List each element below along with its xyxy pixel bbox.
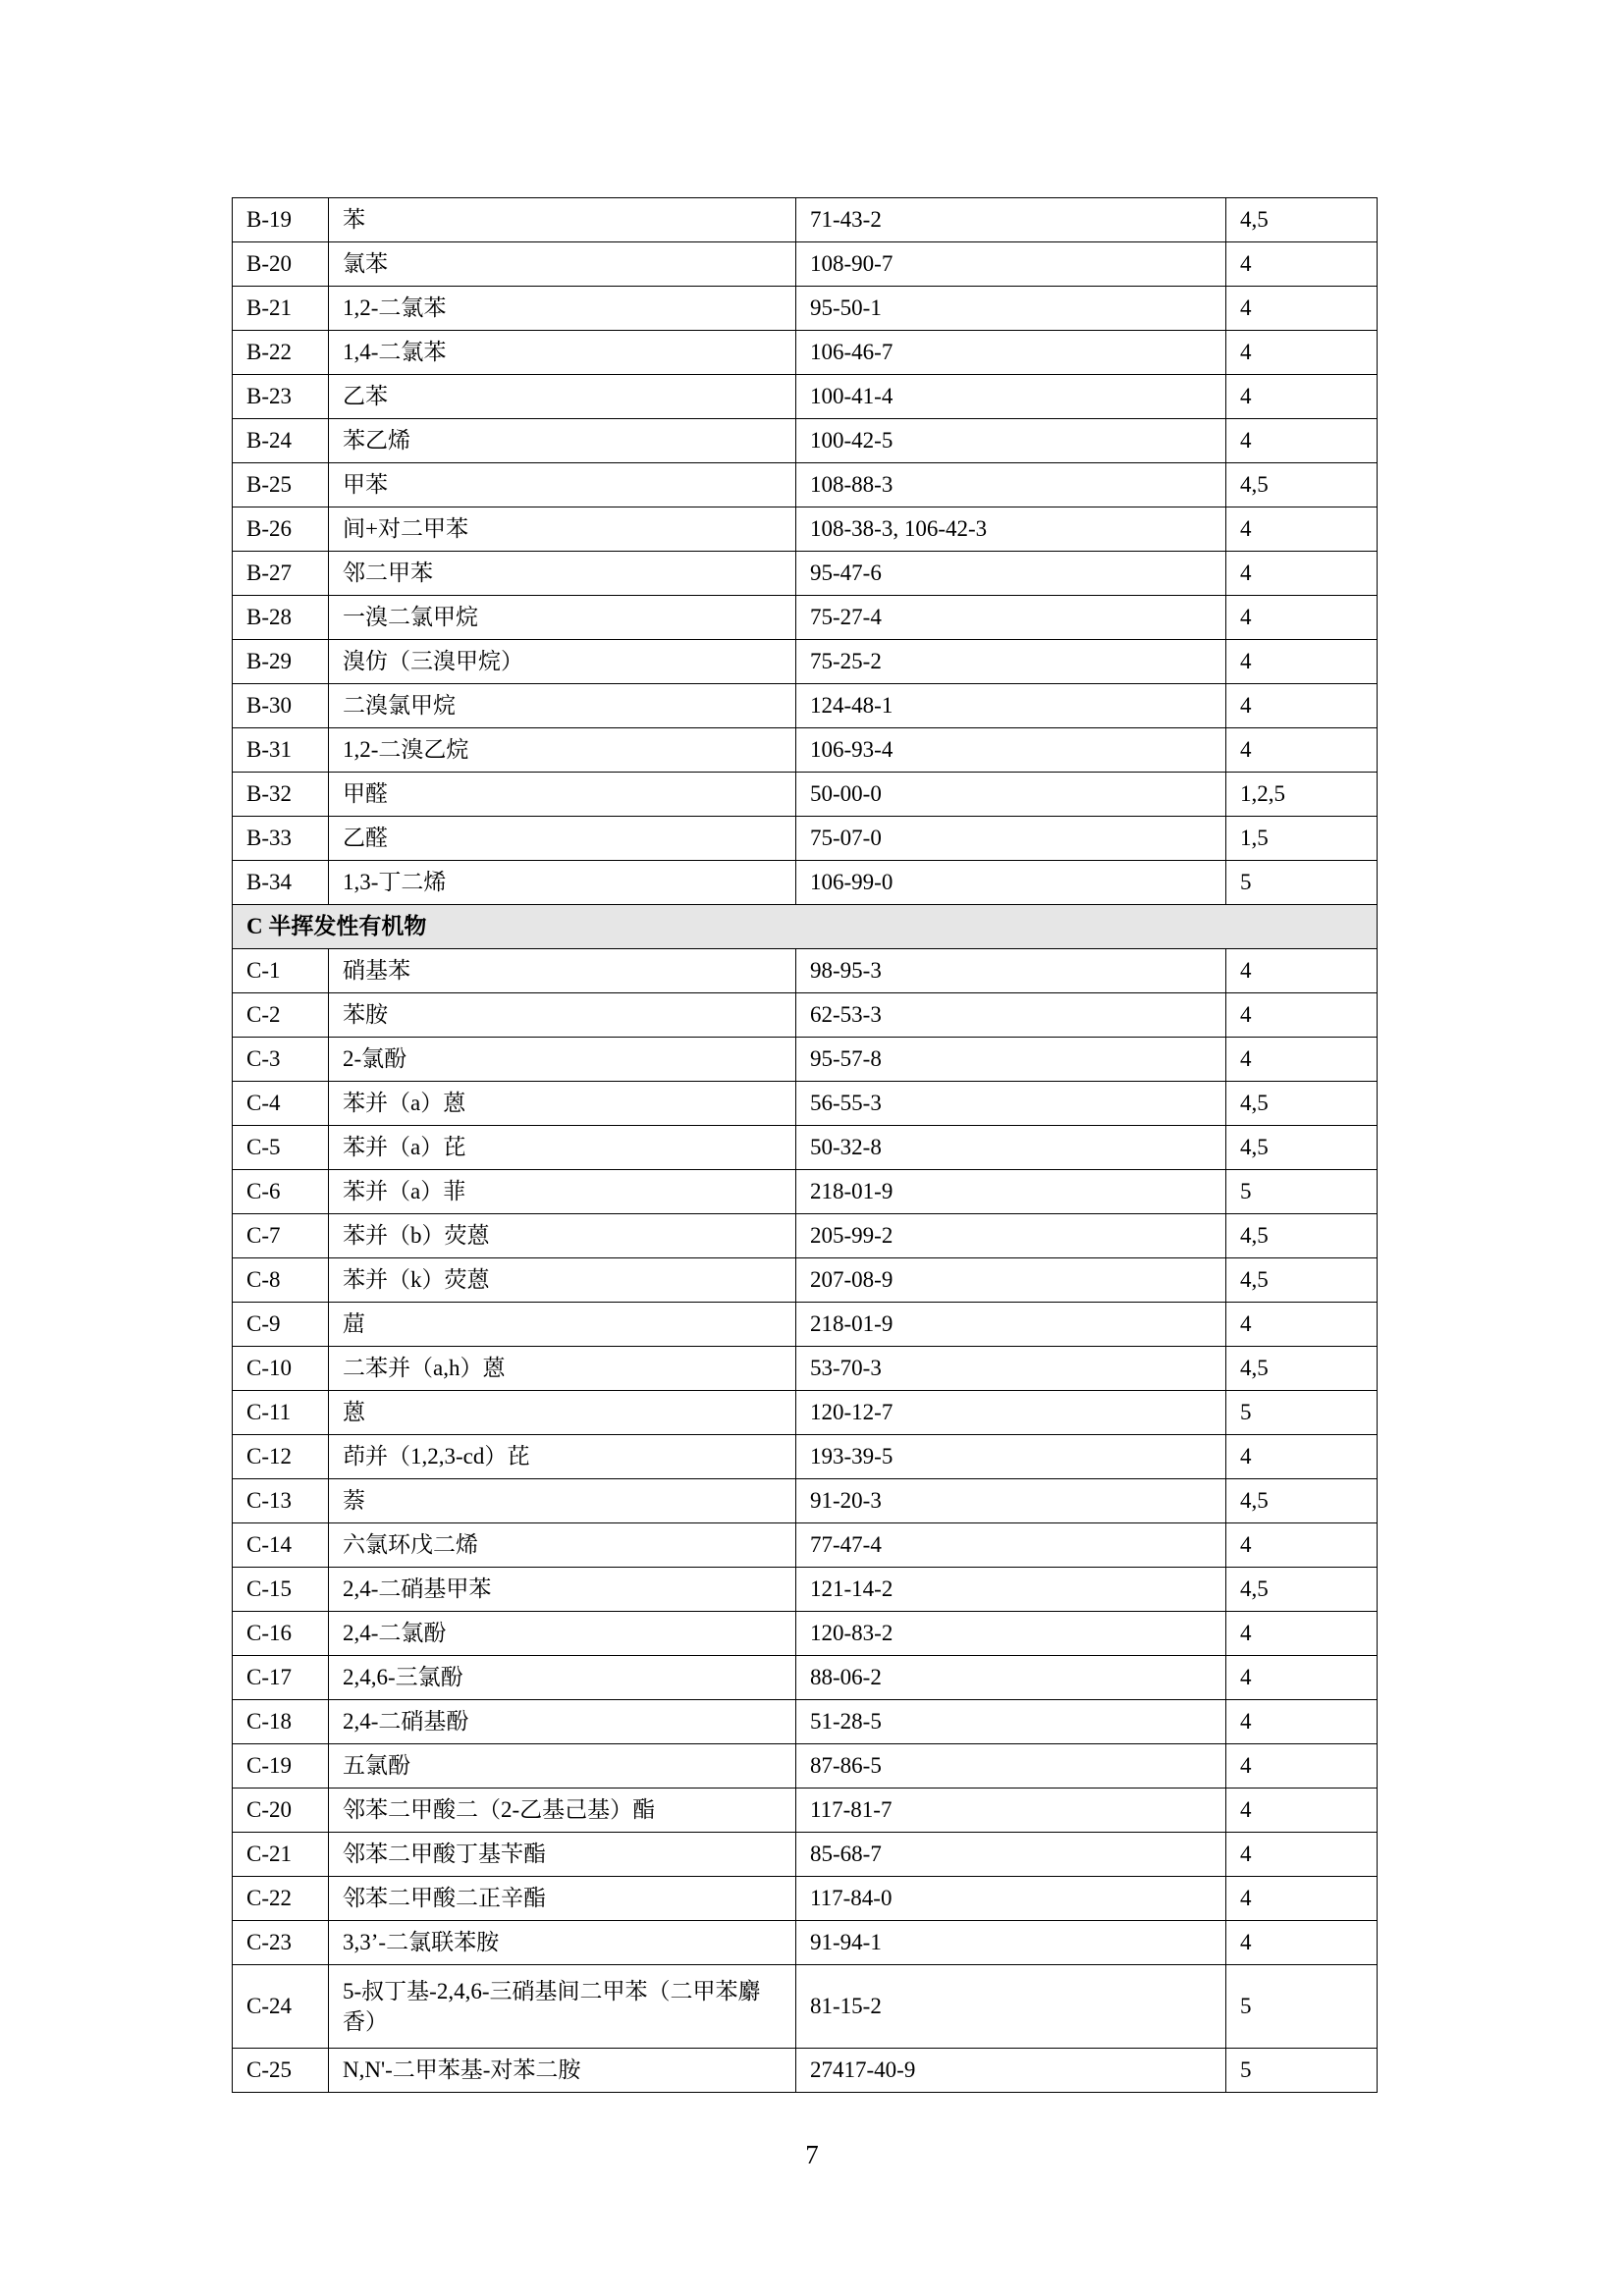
- cell-cas-number: 100-42-5: [796, 419, 1226, 463]
- cell-id: C-2: [233, 993, 329, 1038]
- cell-cas-number: 95-47-6: [796, 552, 1226, 596]
- table-row: [233, 1038, 1378, 1082]
- cell-note: 5: [1226, 1965, 1378, 2049]
- cell-id: C-24: [233, 1965, 329, 2049]
- cell-note: 4: [1226, 1700, 1378, 1744]
- cell-name: 苯并（a）蒽: [329, 1082, 796, 1126]
- cell-cas-number: 124-48-1: [796, 684, 1226, 728]
- table-row: [233, 1612, 1378, 1656]
- cell-name: 䓛: [329, 1303, 796, 1347]
- table-row: [233, 1700, 1378, 1744]
- cell-cas-number: 117-81-7: [796, 1789, 1226, 1833]
- cell-note: 1,2,5: [1226, 773, 1378, 817]
- cell-id: C-8: [233, 1258, 329, 1303]
- cell-name: N,N'-二甲苯基-对苯二胺: [329, 2049, 796, 2093]
- cell-note: 4: [1226, 419, 1378, 463]
- substance-table: [232, 197, 1378, 2093]
- table-row: [233, 1523, 1378, 1568]
- cell-cas-number: 88-06-2: [796, 1656, 1226, 1700]
- cell-cas-number: 205-99-2: [796, 1214, 1226, 1258]
- cell-name: 甲苯: [329, 463, 796, 507]
- cell-note: 1,5: [1226, 817, 1378, 861]
- cell-cas-number: 50-00-0: [796, 773, 1226, 817]
- table-row: [233, 463, 1378, 507]
- cell-cas-number: 87-86-5: [796, 1744, 1226, 1789]
- table-row: [233, 1744, 1378, 1789]
- cell-name: 苯胺: [329, 993, 796, 1038]
- cell-id: C-14: [233, 1523, 329, 1568]
- cell-name: 邻苯二甲酸二（2-乙基己基）酯: [329, 1789, 796, 1833]
- cell-cas-number: 108-88-3: [796, 463, 1226, 507]
- cell-id: C-6: [233, 1170, 329, 1214]
- cell-note: 4: [1226, 1038, 1378, 1082]
- table-row: [233, 728, 1378, 773]
- cell-note: 4,5: [1226, 1126, 1378, 1170]
- cell-name: 1,2-二氯苯: [329, 287, 796, 331]
- cell-id: C-7: [233, 1214, 329, 1258]
- cell-id: C-17: [233, 1656, 329, 1700]
- cell-note: 4: [1226, 1877, 1378, 1921]
- cell-note: 4: [1226, 640, 1378, 684]
- cell-cas-number: 120-12-7: [796, 1391, 1226, 1435]
- cell-note: 4: [1226, 596, 1378, 640]
- cell-id: C-21: [233, 1833, 329, 1877]
- substance-table-body: [233, 198, 1378, 2093]
- table-row: [233, 773, 1378, 817]
- cell-cas-number: 62-53-3: [796, 993, 1226, 1038]
- table-row: [233, 993, 1378, 1038]
- cell-name: 苯乙烯: [329, 419, 796, 463]
- cell-id: B-32: [233, 773, 329, 817]
- cell-id: C-20: [233, 1789, 329, 1833]
- cell-cas-number: 98-95-3: [796, 949, 1226, 993]
- cell-note: 4,5: [1226, 1568, 1378, 1612]
- cell-name: 茚并（1,2,3-cd）芘: [329, 1435, 796, 1479]
- cell-note: 4: [1226, 1744, 1378, 1789]
- cell-cas-number: 56-55-3: [796, 1082, 1226, 1126]
- cell-note: 4: [1226, 287, 1378, 331]
- cell-id: C-11: [233, 1391, 329, 1435]
- table-row: [233, 1258, 1378, 1303]
- cell-cas-number: 218-01-9: [796, 1303, 1226, 1347]
- cell-note: 5: [1226, 1391, 1378, 1435]
- cell-id: C-15: [233, 1568, 329, 1612]
- cell-id: C-23: [233, 1921, 329, 1965]
- cell-id: B-33: [233, 817, 329, 861]
- cell-name: 苯并（k）荧蒽: [329, 1258, 796, 1303]
- cell-id: C-10: [233, 1347, 329, 1391]
- table-row: [233, 1656, 1378, 1700]
- cell-note: 4: [1226, 1789, 1378, 1833]
- cell-id: C-18: [233, 1700, 329, 1744]
- cell-id: B-26: [233, 507, 329, 552]
- table-row: [233, 596, 1378, 640]
- cell-note: 4: [1226, 1921, 1378, 1965]
- table-row: [233, 1965, 1378, 2049]
- section-header-c: C 半挥发性有机物: [233, 905, 1378, 949]
- cell-cas-number: 120-83-2: [796, 1612, 1226, 1656]
- table-row: [233, 1347, 1378, 1391]
- cell-cas-number: 106-93-4: [796, 728, 1226, 773]
- cell-name: 一溴二氯甲烷: [329, 596, 796, 640]
- cell-note: 4,5: [1226, 1258, 1378, 1303]
- cell-note: 4: [1226, 1435, 1378, 1479]
- section-header-row: [233, 905, 1378, 949]
- cell-note: 4: [1226, 552, 1378, 596]
- cell-name: 2,4,6-三氯酚: [329, 1656, 796, 1700]
- cell-name: 六氯环戊二烯: [329, 1523, 796, 1568]
- table-row: [233, 552, 1378, 596]
- table-row: [233, 1214, 1378, 1258]
- table-row: [233, 1833, 1378, 1877]
- cell-cas-number: 51-28-5: [796, 1700, 1226, 1744]
- cell-cas-number: 108-38-3, 106-42-3: [796, 507, 1226, 552]
- cell-id: B-25: [233, 463, 329, 507]
- cell-cas-number: 121-14-2: [796, 1568, 1226, 1612]
- cell-id: B-23: [233, 375, 329, 419]
- cell-id: B-19: [233, 198, 329, 242]
- table-row: [233, 1170, 1378, 1214]
- cell-name: 溴仿（三溴甲烷）: [329, 640, 796, 684]
- cell-name: 邻二甲苯: [329, 552, 796, 596]
- cell-name: 硝基苯: [329, 949, 796, 993]
- cell-note: 4: [1226, 684, 1378, 728]
- cell-cas-number: 95-50-1: [796, 287, 1226, 331]
- cell-name: 2-氯酚: [329, 1038, 796, 1082]
- cell-id: C-5: [233, 1126, 329, 1170]
- cell-cas-number: 117-84-0: [796, 1877, 1226, 1921]
- cell-name: 二苯并（a,h）蒽: [329, 1347, 796, 1391]
- table-row: [233, 287, 1378, 331]
- cell-cas-number: 91-94-1: [796, 1921, 1226, 1965]
- table-row: [233, 242, 1378, 287]
- cell-name: 1,2-二溴乙烷: [329, 728, 796, 773]
- cell-cas-number: 193-39-5: [796, 1435, 1226, 1479]
- cell-note: 4,5: [1226, 198, 1378, 242]
- table-row: [233, 1921, 1378, 1965]
- cell-note: 5: [1226, 2049, 1378, 2093]
- cell-name: 邻苯二甲酸丁基苄酯: [329, 1833, 796, 1877]
- cell-cas-number: 75-07-0: [796, 817, 1226, 861]
- cell-note: 4,5: [1226, 1347, 1378, 1391]
- table-row: [233, 331, 1378, 375]
- cell-name: 3,3’-二氯联苯胺: [329, 1921, 796, 1965]
- cell-id: B-20: [233, 242, 329, 287]
- table-row: [233, 1479, 1378, 1523]
- cell-id: C-4: [233, 1082, 329, 1126]
- cell-cas-number: 50-32-8: [796, 1126, 1226, 1170]
- table-row: [233, 507, 1378, 552]
- cell-note: 4: [1226, 1523, 1378, 1568]
- cell-name: 氯苯: [329, 242, 796, 287]
- table-row: [233, 1303, 1378, 1347]
- cell-cas-number: 75-25-2: [796, 640, 1226, 684]
- table-row: [233, 2049, 1378, 2093]
- cell-cas-number: 106-46-7: [796, 331, 1226, 375]
- cell-note: 4: [1226, 375, 1378, 419]
- cell-cas-number: 53-70-3: [796, 1347, 1226, 1391]
- cell-cas-number: 106-99-0: [796, 861, 1226, 905]
- cell-note: 5: [1226, 1170, 1378, 1214]
- cell-note: 4: [1226, 1833, 1378, 1877]
- cell-cas-number: 108-90-7: [796, 242, 1226, 287]
- cell-note: 5: [1226, 861, 1378, 905]
- table-row: [233, 1082, 1378, 1126]
- cell-name: 五氯酚: [329, 1744, 796, 1789]
- cell-id: C-9: [233, 1303, 329, 1347]
- table-row: [233, 375, 1378, 419]
- cell-name: 邻苯二甲酸二正辛酯: [329, 1877, 796, 1921]
- cell-note: 4,5: [1226, 463, 1378, 507]
- cell-id: B-22: [233, 331, 329, 375]
- cell-cas-number: 85-68-7: [796, 1833, 1226, 1877]
- cell-id: B-21: [233, 287, 329, 331]
- table-row: [233, 198, 1378, 242]
- table-row: [233, 1568, 1378, 1612]
- cell-name: 苯并（a）菲: [329, 1170, 796, 1214]
- table-row: [233, 949, 1378, 993]
- table-row: [233, 1391, 1378, 1435]
- cell-name: 苯: [329, 198, 796, 242]
- cell-note: 4: [1226, 507, 1378, 552]
- cell-name: 1,3-丁二烯: [329, 861, 796, 905]
- table-row: [233, 419, 1378, 463]
- cell-note: 4: [1226, 1656, 1378, 1700]
- cell-note: 4: [1226, 242, 1378, 287]
- cell-note: 4: [1226, 1612, 1378, 1656]
- cell-note: 4,5: [1226, 1479, 1378, 1523]
- cell-name: 蒽: [329, 1391, 796, 1435]
- cell-id: B-34: [233, 861, 329, 905]
- cell-name: 二溴氯甲烷: [329, 684, 796, 728]
- cell-cas-number: 27417-40-9: [796, 2049, 1226, 2093]
- cell-id: C-22: [233, 1877, 329, 1921]
- cell-id: B-24: [233, 419, 329, 463]
- cell-id: C-25: [233, 2049, 329, 2093]
- cell-note: 4: [1226, 1303, 1378, 1347]
- cell-id: C-19: [233, 1744, 329, 1789]
- cell-note: 4,5: [1226, 1082, 1378, 1126]
- cell-name: 1,4-二氯苯: [329, 331, 796, 375]
- cell-name: 萘: [329, 1479, 796, 1523]
- table-row: [233, 1789, 1378, 1833]
- cell-name: 苯并（b）荧蒽: [329, 1214, 796, 1258]
- cell-note: 4: [1226, 949, 1378, 993]
- cell-cas-number: 218-01-9: [796, 1170, 1226, 1214]
- cell-id: B-30: [233, 684, 329, 728]
- cell-cas-number: 207-08-9: [796, 1258, 1226, 1303]
- table-row: [233, 1877, 1378, 1921]
- cell-name: 间+对二甲苯: [329, 507, 796, 552]
- cell-name: 苯并（a）芘: [329, 1126, 796, 1170]
- cell-id: B-28: [233, 596, 329, 640]
- cell-id: C-16: [233, 1612, 329, 1656]
- cell-id: C-1: [233, 949, 329, 993]
- cell-cas-number: 95-57-8: [796, 1038, 1226, 1082]
- cell-cas-number: 81-15-2: [796, 1965, 1226, 2049]
- cell-id: C-12: [233, 1435, 329, 1479]
- table-row: [233, 1126, 1378, 1170]
- cell-name: 2,4-二氯酚: [329, 1612, 796, 1656]
- cell-cas-number: 91-20-3: [796, 1479, 1226, 1523]
- cell-cas-number: 71-43-2: [796, 198, 1226, 242]
- cell-note: 4: [1226, 993, 1378, 1038]
- cell-name: 甲醛: [329, 773, 796, 817]
- cell-note: 4,5: [1226, 1214, 1378, 1258]
- cell-note: 4: [1226, 728, 1378, 773]
- cell-note: 4: [1226, 331, 1378, 375]
- table-row: [233, 640, 1378, 684]
- table-row: [233, 861, 1378, 905]
- cell-name: 乙苯: [329, 375, 796, 419]
- page-number: 7: [805, 2140, 819, 2169]
- cell-cas-number: 77-47-4: [796, 1523, 1226, 1568]
- cell-id: B-31: [233, 728, 329, 773]
- cell-id: B-27: [233, 552, 329, 596]
- cell-cas-number: 100-41-4: [796, 375, 1226, 419]
- cell-id: C-3: [233, 1038, 329, 1082]
- cell-name: 2,4-二硝基酚: [329, 1700, 796, 1744]
- cell-name: 2,4-二硝基甲苯: [329, 1568, 796, 1612]
- table-row: [233, 684, 1378, 728]
- cell-id: B-29: [233, 640, 329, 684]
- cell-id: C-13: [233, 1479, 329, 1523]
- cell-cas-number: 75-27-4: [796, 596, 1226, 640]
- table-row: [233, 1435, 1378, 1479]
- cell-name: 5-叔丁基-2,4,6-三硝基间二甲苯（二甲苯麝香）: [329, 1965, 796, 2049]
- table-row: [233, 817, 1378, 861]
- cell-name: 乙醛: [329, 817, 796, 861]
